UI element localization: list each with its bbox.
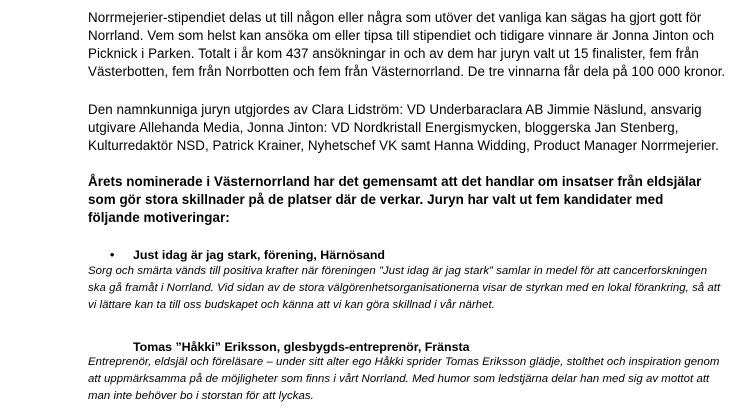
nominee-title-2 bbox=[110, 339, 470, 355]
nominees-heading: Årets nominerade i Västernorrland har det gemensamt att det handlar om insatser från eldsjälar som gör stora skillnader på de platser där de verkar. Juryn har valt ut fem kandidater med följande motiveringar: bbox=[88, 174, 702, 225]
nominee-description-1: Sorg och smärta vänds till positiva krafter när föreningen ”Just idag är jag stark” samlar in medel för att cancerforskningen ska gå framåt i Norrland. Vid sidan av de stora välgörenhetsorganisationerna visar de styrkan med en lokal förankring, så att vi lättare kan ta till oss budskapet och känna att vi kan göra skillnad i vår närhet. bbox=[88, 265, 721, 311]
nominee-title-1 bbox=[110, 247, 385, 263]
nominee-description-2: Entreprenör, eldsjäl och föreläsare – under sitt alter ego Håkki sprider Tomas Eriksson glädje, stolthet och inspiration genom att uppmärksamma på de möjligheter som finns i vårt Norrland. Med humor som ledstjärna delar han med sig av mottot att man inte behöver bo i storstan för att lyckas. bbox=[88, 356, 720, 402]
nominee-title-text-1: Just idag är jag stark, förening, Härnösand bbox=[133, 248, 385, 262]
nominee-title-text-2: Tomas ”Håkki” Eriksson, glesbygds-entreprenör, Fränsta bbox=[133, 340, 470, 354]
bullet-1: • bbox=[110, 248, 115, 262]
intro-paragraph: Norrmejerier-stipendiet delas ut till någon eller några som utöver det vanliga kan sägas ha gjort gott för Norrland. Vem som helst kan ansöka om eller tipsa till stipendiet och tidigare vinnare är Jonna Jinton och Picknick i Parken. Totalt i år kom 437 ansökningar in och av dem har juryn valt ut 15 finalister, fem från Västerbotten, fem från Norrbotten och fem från Västernorrland. De tre vinnarna får dela på 100 000 kronor. bbox=[88, 10, 726, 79]
jury-paragraph: Den namnkunniga juryn utgjordes av Clara Lidström: VD Underbaraclara AB Jimmie Näslund, ansvarig utgivare Allehanda Media, Jonna Jinton: VD Nordkristall Energismycken, bloggerska Jan Stenberg, Kulturredaktör NSD, Patrick Krainer, Nyhetschef VK samt Hanna Widding, Product Manager Norrmejerier. bbox=[88, 102, 719, 153]
